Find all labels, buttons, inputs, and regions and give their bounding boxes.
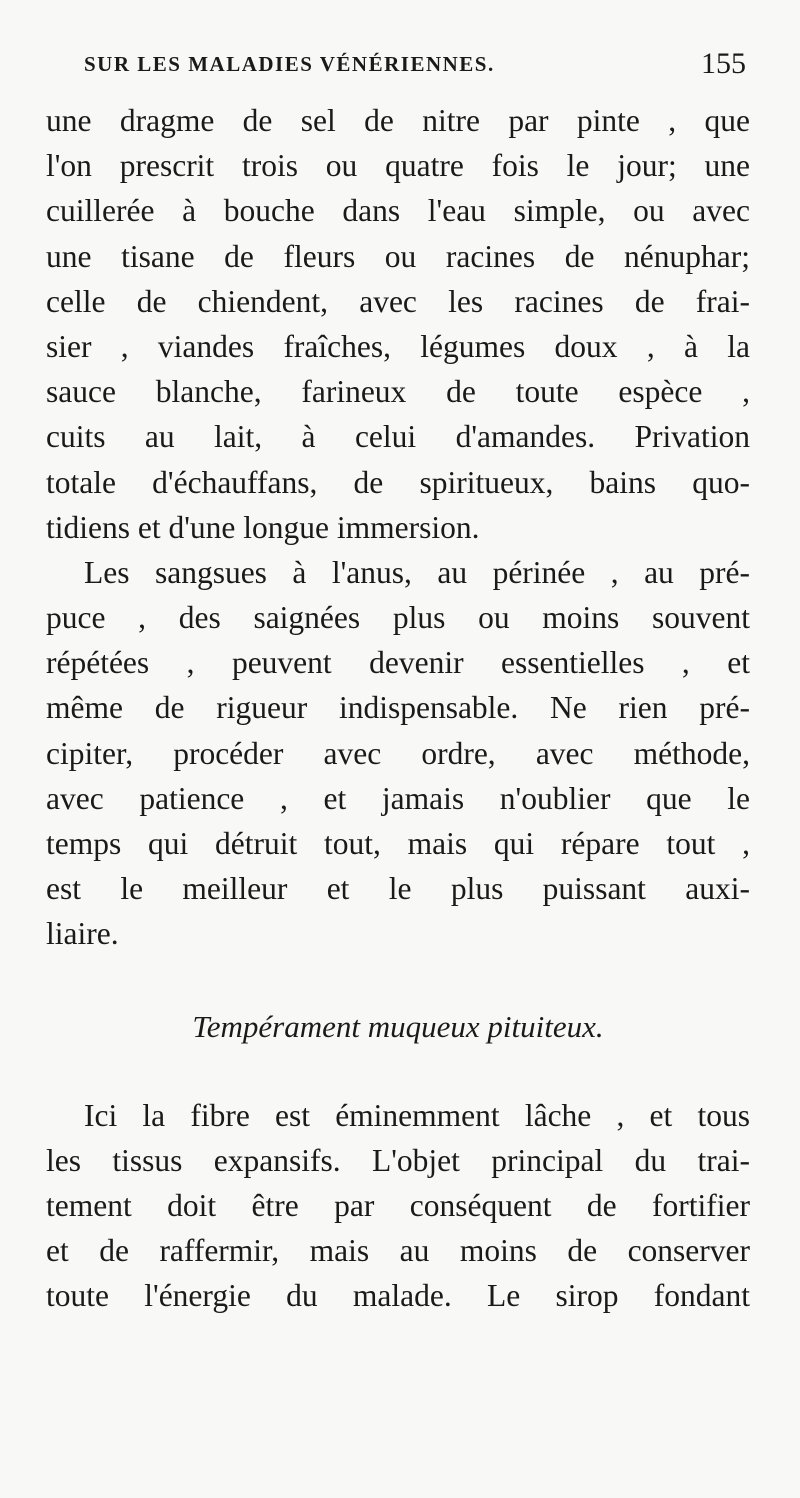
text-line: cuits au lait, à celui d'amandes. Privation <box>46 419 750 455</box>
text-line: Ici la fibre est éminemment lâche , et tous <box>84 1097 750 1133</box>
text-line: même de rigueur indispensable. Ne rien pré- <box>46 690 750 726</box>
text-line: tidiens et d'une longue immersion. <box>46 509 480 545</box>
paragraph-1 <box>46 98 750 550</box>
paragraph-2 <box>46 550 750 957</box>
text-line: totale d'échauffans, de spiritueux, bains quo- <box>46 464 750 500</box>
text-line: Les sangsues à l'anus, au périnée , au pré- <box>84 554 750 590</box>
page-number: 155 <box>701 47 746 80</box>
body-text <box>46 98 750 1319</box>
text-line: cuillerée à bouche dans l'eau simple, ou avec <box>46 193 750 229</box>
text-line: une tisane de fleurs ou racines de nénuphar; <box>46 238 750 274</box>
text-line: puce , des saignées plus ou moins souvent <box>46 600 750 636</box>
text-line: tement doit être par conséquent de fortifier <box>46 1187 750 1223</box>
text-line: sier , viandes fraîches, légumes doux , à la <box>46 328 750 364</box>
text-line: celle de chiendent, avec les racines de frai- <box>46 283 750 319</box>
text-line: une dragme de sel de nitre par pinte , que <box>46 103 750 138</box>
section-title: Tempérament muqueux pituiteux. <box>192 1008 604 1044</box>
text-line: les tissus expansifs. L'objet principal du trai- <box>46 1142 750 1178</box>
page-header <box>84 44 746 84</box>
text-line: sauce blanche, farineux de toute espèce , <box>46 374 750 410</box>
text-line: avec patience , et jamais n'oublier que le <box>46 780 750 816</box>
paragraph-3 <box>46 1093 750 1319</box>
text-line: est le meilleur et le plus puissant auxi- <box>46 871 750 907</box>
text-line: temps qui détruit tout, mais qui répare tout , <box>46 826 750 861</box>
text-line: et de raffermir, mais au moins de conserver <box>46 1233 750 1269</box>
text-line: liaire. <box>46 916 119 952</box>
text-line: l'on prescrit trois ou quatre fois le jour; une <box>46 148 750 184</box>
text-line: répétées , peuvent devenir essentielles , et <box>46 645 750 681</box>
text-line: cipiter, procéder avec ordre, avec méthode, <box>46 735 750 771</box>
running-head: SUR LES MALADIES VÉNÉRIENNES. <box>84 51 495 76</box>
text-line: toute l'énergie du malade. Le sirop fondant <box>46 1278 750 1314</box>
